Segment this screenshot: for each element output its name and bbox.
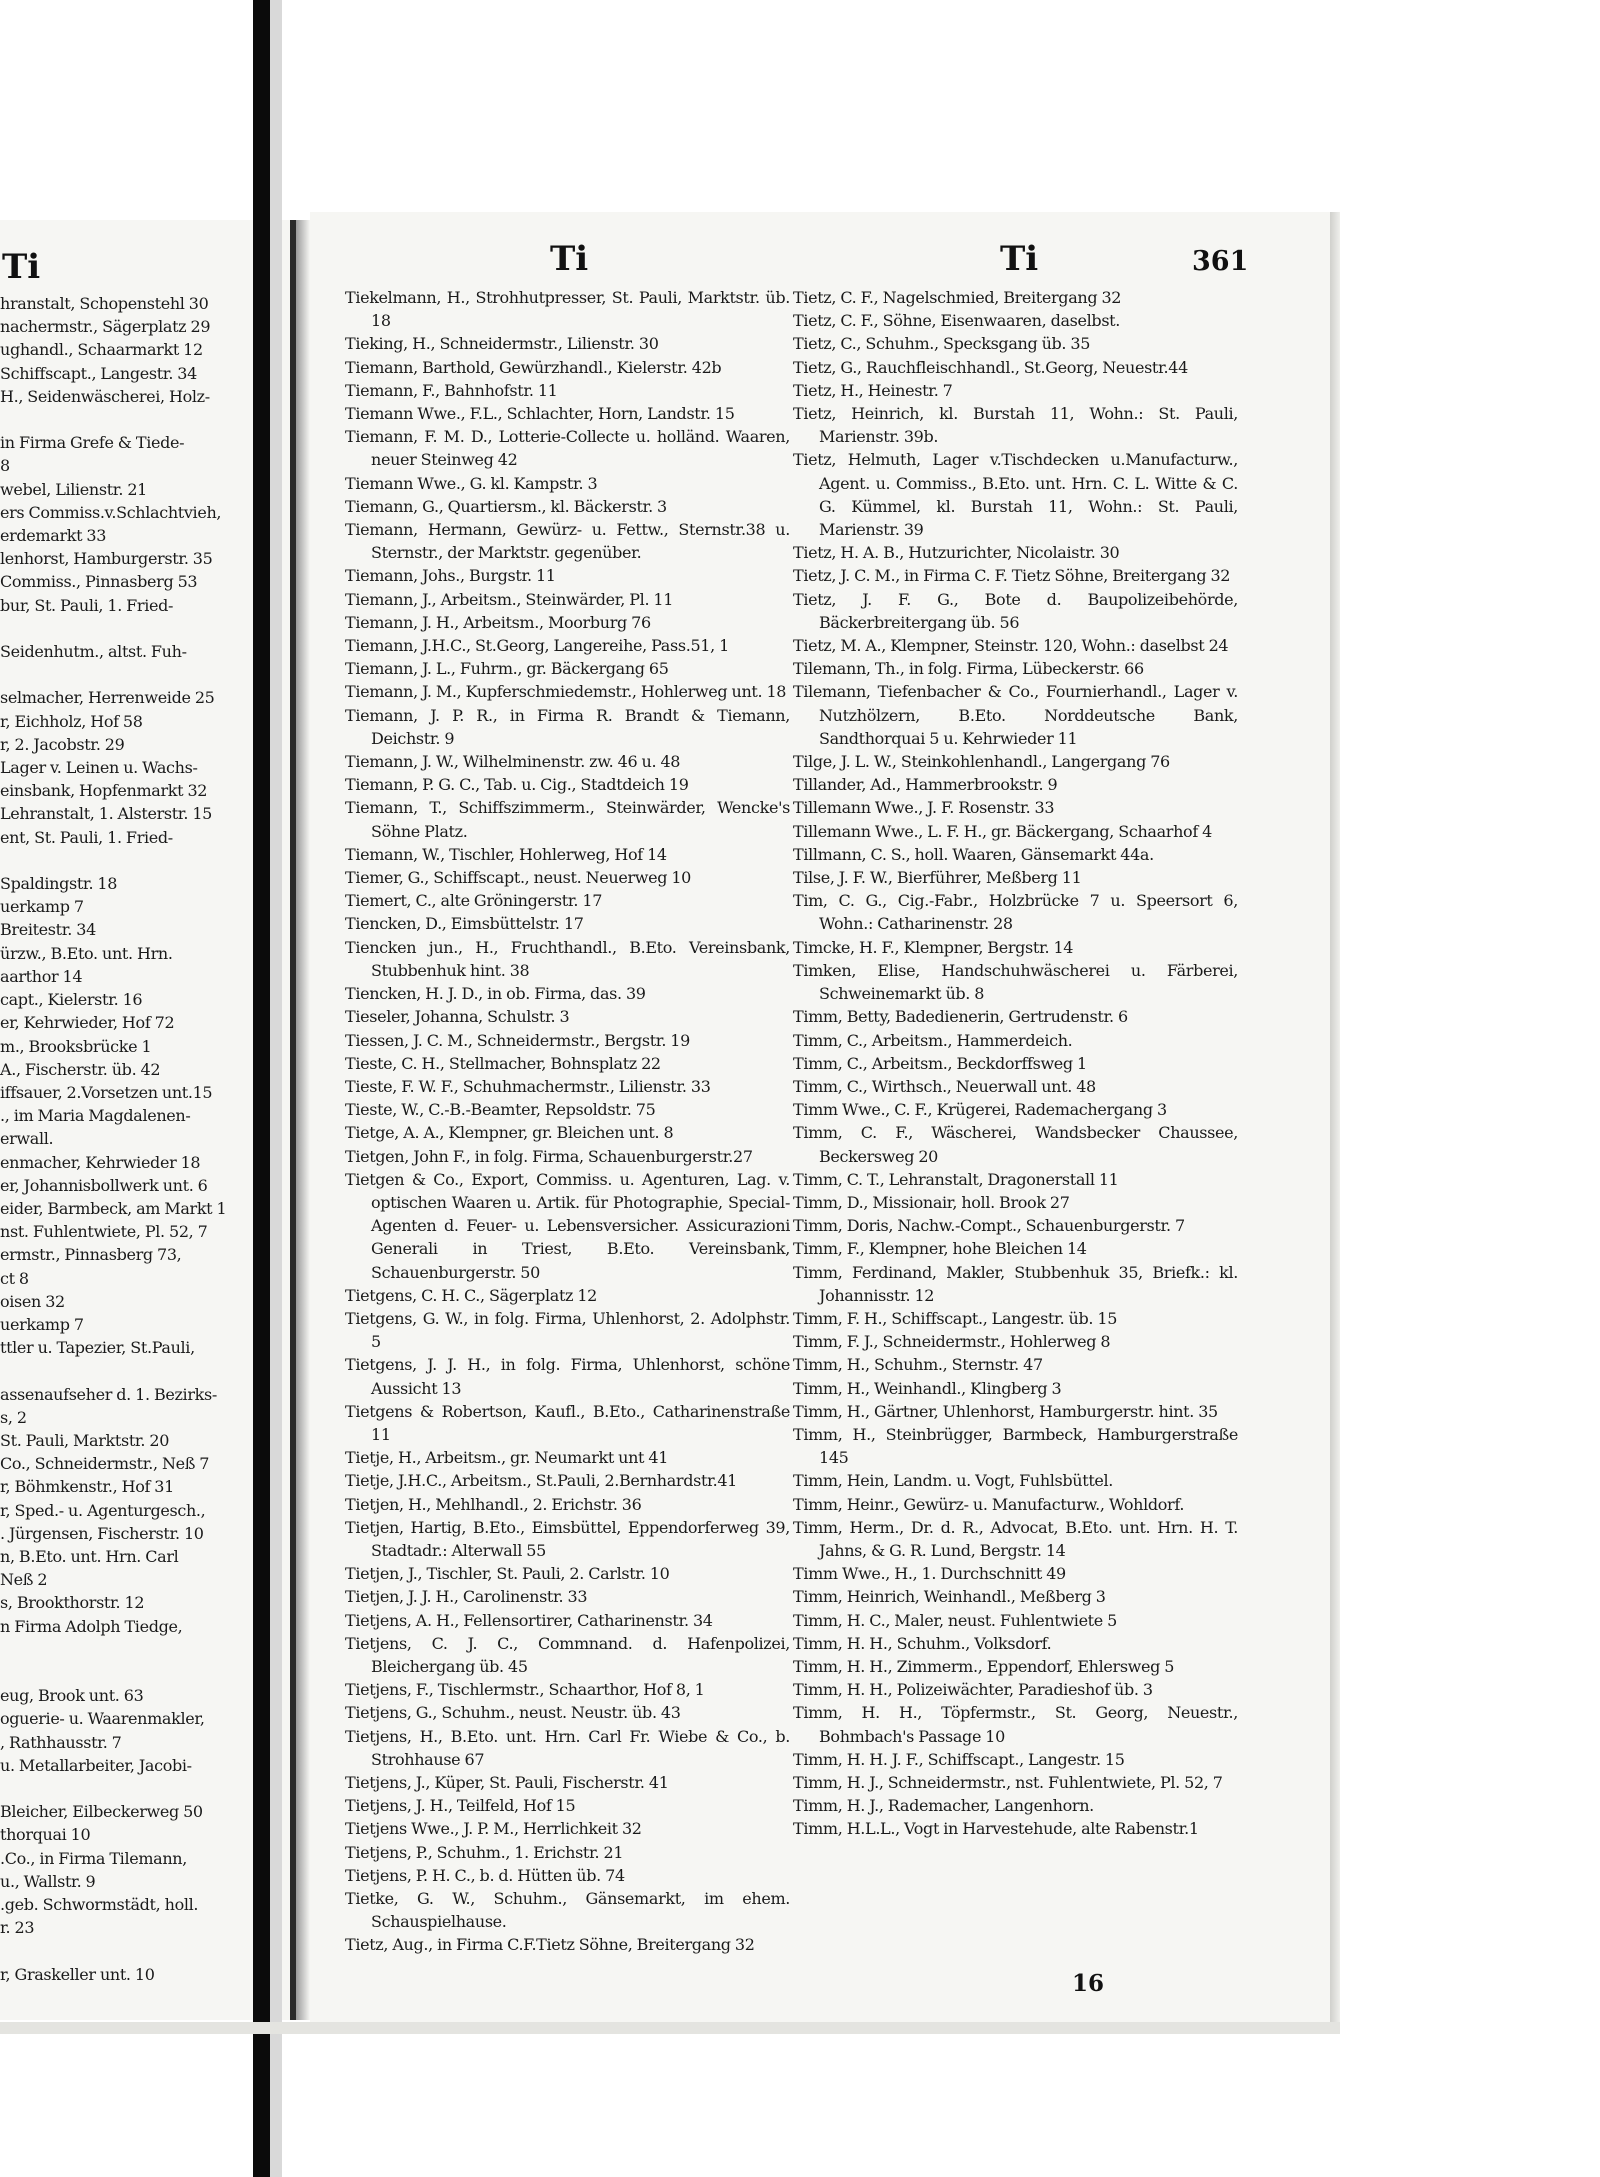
directory-entry: Tiemann, J. H., Arbeitsm., Moorburg 76 <box>345 612 651 632</box>
directory-entry: Tiemann, W., Tischler, Hohlerweg, Hof 14 <box>345 844 667 864</box>
directory-entry: Tim, C. G., Cig.-Fabr., Holzbrücke 7 u. Speersort 6, Wohn.: Catharinenstr. 28 <box>793 891 1238 934</box>
directory-entry: A., Fischerstr. üb. 42 <box>0 1059 161 1079</box>
directory-entry: Tietgens, J. J. H., in folg. Firma, Uhlenhorst, schöne Aussicht 13 <box>345 1355 790 1398</box>
directory-entry: ct 8 <box>0 1268 29 1288</box>
directory-entry: s, 2 <box>0 1407 27 1427</box>
directory-entry: Timm, H., Gärtner, Uhlenhorst, Hamburgerstr. hint. 35 <box>793 1401 1218 1421</box>
right-page-edge <box>1330 212 1340 2022</box>
directory-entry: r, Böhmkenstr., Hof 31 <box>0 1477 174 1497</box>
directory-entry: Spaldingstr. 18 <box>0 874 118 894</box>
directory-entry: oguerie- u. Waarenmakler, <box>0 1709 205 1729</box>
directory-entry: Tillemann Wwe., J. F. Rosenstr. 33 <box>793 798 1055 818</box>
directory-entry: Tietz, Aug., in Firma C.F.Tietz Söhne, Breitergang 32 <box>345 1935 755 1955</box>
directory-entry: Tietz, H. A. B., Hutzurichter, Nicolaistr. 30 <box>793 543 1120 563</box>
directory-entry: Tiemann, T., Schiffszimmerm., Steinwärder, Wencke's Söhne Platz. <box>345 798 790 841</box>
directory-entry: Tietjens, P. H. C., b. d. Hütten üb. 74 <box>345 1865 625 1885</box>
directory-entry: Tiemann, J., Arbeitsm., Steinwärder, Pl. 11 <box>345 589 674 609</box>
directory-entry: Timm, H.L.L., Vogt in Harvestehude, alte Rabenstr.1 <box>793 1819 1199 1839</box>
directory-entry: assenaufseher d. 1. Bezirks- <box>0 1384 217 1404</box>
directory-entry: u. Metallarbeiter, Jacobi- <box>0 1755 192 1775</box>
directory-entry: m., Brooksbrücke 1 <box>0 1036 152 1056</box>
directory-entry: .geb. Schwormstädt, holl. <box>0 1895 199 1915</box>
directory-entry: lenhorst, Hamburgerstr. 35 <box>0 549 213 569</box>
directory-entry <box>0 1939 290 1962</box>
directory-entry: Tieking, H., Schneidermstr., Lilienstr. 30 <box>345 334 659 354</box>
directory-entry: Tiemann, F., Bahnhofstr. 11 <box>345 380 558 400</box>
directory-entry: Tietz, G., Rauchfleischhandl., St.Georg, Neuestr.44 <box>793 357 1188 377</box>
directory-entry <box>0 617 290 640</box>
directory-entry: erwall. <box>0 1129 54 1149</box>
directory-entry: Tillander, Ad., Hammerbrookstr. 9 <box>793 775 1058 795</box>
directory-entry: .Co., in Firma Tilemann, <box>0 1848 187 1868</box>
directory-entry: thorquai 10 <box>0 1825 91 1845</box>
directory-entry: Lehranstalt, 1. Alsterstr. 15 <box>0 804 212 824</box>
directory-entry: Timm, F., Klempner, hohe Bleichen 14 <box>793 1239 1087 1259</box>
directory-entry <box>0 1359 290 1382</box>
directory-entry: Tietz, C., Schuhm., Specksgang üb. 35 <box>793 334 1091 354</box>
directory-entry: Timm, H. H., Schuhm., Volksdorf. <box>793 1633 1052 1653</box>
directory-entry: Tiencken, H. J. D., in ob. Firma, das. 39 <box>345 984 646 1004</box>
directory-entry: r, Sped.- u. Agenturgesch., <box>0 1500 206 1520</box>
directory-entry: . Jürgensen, Fischerstr. 10 <box>0 1523 204 1543</box>
directory-entry: Tiemann Wwe., G. kl. Kampstr. 3 <box>345 473 598 493</box>
directory-entry: capt., Kielerstr. 16 <box>0 990 143 1010</box>
directory-entry: bur, St. Pauli, 1. Fried- <box>0 595 174 615</box>
page-number: 361 <box>1192 246 1249 277</box>
directory-entry: Timm Wwe., H., 1. Durchschnitt 49 <box>793 1564 1066 1584</box>
signature-mark: 16 <box>1072 1970 1105 1997</box>
directory-entry <box>0 849 290 872</box>
directory-entry: Timm, D., Missionair, holl. Brook 27 <box>793 1192 1070 1212</box>
directory-entry: Tietz, C. F., Nagelschmied, Breitergang 32 <box>793 288 1122 307</box>
directory-entry: Tietgens & Robertson, Kaufl., B.Eto., Catharinenstraße 11 <box>345 1401 790 1444</box>
directory-entry: Tieste, F. W. F., Schuhmachermstr., Lilienstr. 33 <box>345 1076 711 1096</box>
directory-entry: Timken, Elise, Handschuhwäscherei u. Färberei, Schweinemarkt üb. 8 <box>793 960 1238 1004</box>
directory-entry: Tietjens, C. J. C., Commnand. d. Hafenpolizei, Bleichergang üb. 45 <box>345 1633 790 1676</box>
left-page-column <box>0 292 290 1986</box>
directory-entry: Timm, H. J., Schneidermstr., nst. Fuhlentwiete, Pl. 52, 7 <box>793 1773 1223 1792</box>
directory-entry: Commiss., Pinnasberg 53 <box>0 572 198 592</box>
directory-entry: Tietje, J.H.C., Arbeitsm., St.Pauli, 2.Bernhardstr.41 <box>345 1471 737 1491</box>
directory-entry: H., Seidenwäscherei, Holz- <box>0 386 210 406</box>
directory-entry: Neß 2 <box>0 1570 48 1590</box>
directory-entry: eug, Brook unt. 63 <box>0 1686 144 1706</box>
directory-entry: r, 2. Jacobstr. 29 <box>0 734 125 754</box>
left-running-head: Ti <box>2 247 41 287</box>
directory-entry: Tietjens, P., Schuhm., 1. Erichstr. 21 <box>345 1842 624 1862</box>
directory-entry: Tiemann, Barthold, Gewürzhandl., Kielerstr. 42b <box>345 357 722 377</box>
directory-entry: uerkamp 7 <box>0 897 84 917</box>
directory-entry: Tietjen, Hartig, B.Eto., Eimsbüttel, Eppendorferweg 39, Stadtadr.: Alterwall 55 <box>345 1517 790 1560</box>
right-column-head: Ti <box>1000 239 1039 279</box>
directory-entry: Co., Schneidermstr., Neß 7 <box>0 1454 210 1474</box>
directory-entry: Tiemann, P. G. C., Tab. u. Cig., Stadtdeich 19 <box>345 775 689 795</box>
directory-entry: Tiemann, J. L., Fuhrm., gr. Bäckergang 65 <box>345 659 669 679</box>
directory-entry: Tietgen & Co., Export, Commiss. u. Agenturen, Lag. v. optischen Waaren u. Artik. für Photographie, Special-Agenten d. Feuer- u. Lebensversicher. Assicurazioni Generali in Triest, B.Eto. Vereinsbank, Schauenburgerstr. 50 <box>345 1169 790 1282</box>
directory-entry: ermstr., Pinnasberg 73, <box>0 1245 182 1265</box>
directory-entry: Timcke, H. F., Klempner, Bergstr. 14 <box>793 937 1074 957</box>
directory-entry: Tiemann, F. M. D., Lotterie-Collecte u. holländ. Waaren, neuer Steinweg 42 <box>345 427 790 470</box>
entries-column-2 <box>793 286 1238 1841</box>
directory-entry: Tilse, J. F. W., Bierführer, Meßberg 11 <box>793 868 1082 888</box>
directory-entry: iffsauer, 2.Vorsetzen unt.15 <box>0 1082 213 1102</box>
directory-entry: Tiemann, Johs., Burgstr. 11 <box>345 566 556 586</box>
directory-entry: Tiemer, G., Schiffscapt., neust. Neuerweg 10 <box>345 868 691 888</box>
directory-entry: Timm, H. H., Zimmerm., Eppendorf, Ehlersweg 5 <box>793 1656 1175 1676</box>
directory-entry: Tietz, Helmuth, Lager v.Tischdecken u.Manufacturw., Agent. u. Commiss., B.Eto. unt. Hrn. C. L. Witte & C. G. Kümmel, kl. Burstah 11, Wohn.: St. Pauli, Marienstr. 39 <box>793 450 1238 540</box>
directory-entry: ttler u. Tapezier, St.Pauli, <box>0 1338 195 1358</box>
directory-entry: Breitestr. 34 <box>0 920 96 940</box>
directory-entry: Timm, Herm., Dr. d. R., Advocat, B.Eto. unt. Hrn. H. T. Jahns, & G. R. Lund, Bergstr. 14 <box>793 1517 1238 1560</box>
directory-entry: Timm, F. J., Schneidermstr., Hohlerweg 8 <box>793 1332 1111 1352</box>
directory-entry: Tietjen, H., Mehlhandl., 2. Erichstr. 36 <box>345 1494 642 1514</box>
directory-entry: Timm, C., Arbeitsm., Hammerdeich. <box>793 1030 1073 1050</box>
directory-entry: Tietjen, J. J. H., Carolinenstr. 33 <box>345 1587 588 1607</box>
directory-entry <box>0 1777 290 1800</box>
directory-entry: Tietjen, J., Tischler, St. Pauli, 2. Carlstr. 10 <box>345 1564 670 1584</box>
entries-column-1 <box>345 286 790 1957</box>
directory-entry: Timm, H. H., Polizeiwächter, Paradieshof üb. 3 <box>793 1680 1153 1700</box>
directory-entry: , Rathhausstr. 7 <box>0 1732 122 1752</box>
directory-entry: Timm, F. H., Schiffscapt., Langestr. üb. 15 <box>793 1308 1118 1328</box>
directory-entry <box>0 1638 290 1661</box>
directory-entry: Seidenhutm., altst. Fuh- <box>0 642 187 662</box>
directory-entry: uerkamp 7 <box>0 1314 84 1334</box>
directory-entry: u., Wallstr. 9 <box>0 1871 96 1891</box>
directory-entry <box>0 663 290 686</box>
directory-entry: Tietz, M. A., Klempner, Steinstr. 120, Wohn.: daselbst 24 <box>793 636 1229 656</box>
left-column-head: Ti <box>550 239 589 279</box>
directory-entry: oisen 32 <box>0 1291 65 1311</box>
directory-entry: Tietjens, J., Küper, St. Pauli, Fischerstr. 41 <box>345 1773 669 1792</box>
directory-entry: Timm, Heinr., Gewürz- u. Manufacturw., Wohldorf. <box>793 1494 1185 1514</box>
directory-entry: Timm Wwe., C. F., Krügerei, Rademachergang 3 <box>793 1100 1167 1120</box>
directory-entry: Tietjens Wwe., J. P. M., Herrlichkeit 32 <box>345 1819 642 1839</box>
directory-entry: 8 <box>0 456 10 476</box>
directory-entry: Tietjens, G., Schuhm., neust. Neustr. üb. 43 <box>345 1703 681 1723</box>
directory-entry: Tietke, G. W., Schuhm., Gänsemarkt, im ehem. Schauspielhause. <box>345 1889 790 1932</box>
directory-entry: Tietz, Heinrich, kl. Burstah 11, Wohn.: St. Pauli, Marienstr. 39b. <box>793 404 1238 447</box>
directory-entry: Tietgens, C. H. C., Sägerplatz 12 <box>345 1285 597 1305</box>
directory-entry: Tietgens, G. W., in folg. Firma, Uhlenhorst, 2. Adolphstr. 5 <box>345 1308 790 1352</box>
directory-entry: Tiekelmann, H., Strohhutpresser, St. Pauli, Marktstr. üb. 18 <box>345 288 790 331</box>
directory-entry: Bleicher, Eilbeckerweg 50 <box>0 1802 203 1822</box>
directory-entry: Tiemann, Hermann, Gewürz- u. Fettw., Sternstr.38 u. Sternstr., der Marktstr. gegenüber. <box>345 520 790 563</box>
directory-entry: ent, St. Pauli, 1. Fried- <box>0 827 173 847</box>
directory-entry: n Firma Adolph Tiedge, <box>0 1616 183 1636</box>
directory-entry: erdemarkt 33 <box>0 526 107 546</box>
directory-entry: aarthor 14 <box>0 966 83 986</box>
directory-entry: Tilemann, Th., in folg. Firma, Lübeckerstr. 66 <box>793 659 1144 679</box>
directory-entry: Timm, H., Steinbrügger, Barmbeck, Hamburgerstraße 145 <box>793 1424 1238 1468</box>
directory-entry: ürzw., B.Eto. unt. Hrn. <box>0 943 173 963</box>
directory-entry: Timm, H. H., Töpfermstr., St. Georg, Neuestr., Bohmbach's Passage 10 <box>793 1703 1238 1746</box>
directory-entry: Tietjens, J. H., Teilfeld, Hof 15 <box>345 1796 576 1816</box>
directory-entry: hranstalt, Schopenstehl 30 <box>0 294 209 313</box>
directory-entry: Tietjens, A. H., Fellensortirer, Catharinenstr. 34 <box>345 1610 713 1630</box>
directory-entry: einsbank, Hopfenmarkt 32 <box>0 781 208 801</box>
directory-entry: Tiemann, G., Quartiersm., kl. Bäckerstr. 3 <box>345 496 667 516</box>
directory-entry: St. Pauli, Marktstr. 20 <box>0 1430 170 1450</box>
directory-entry: Tiemann, J.H.C., St.Georg, Langereihe, Pass.51, 1 <box>345 636 729 656</box>
directory-entry: Tiemann Wwe., F.L., Schlachter, Horn, Landstr. 15 <box>345 404 735 424</box>
directory-entry: Tietz, J. C. M., in Firma C. F. Tietz Söhne, Breitergang 32 <box>793 566 1231 586</box>
directory-entry: Timm, Heinrich, Weinhandl., Meßberg 3 <box>793 1587 1106 1607</box>
directory-entry: Timm, H. J., Rademacher, Langenhorn. <box>793 1796 1094 1816</box>
directory-entry: Timm, Doris, Nachw.-Compt., Schauenburgerstr. 7 <box>793 1216 1185 1236</box>
directory-entry: Tiemann, J. P. R., in Firma R. Brandt & Tiemann, Deichstr. 9 <box>345 705 790 748</box>
directory-entry: Timm, Betty, Badedienerin, Gertrudenstr. 6 <box>793 1007 1128 1027</box>
directory-entry <box>0 408 290 431</box>
directory-entry: Tietjens, H., B.Eto. unt. Hrn. Carl Fr. Wiebe & Co., b. Strohhause 67 <box>345 1726 790 1769</box>
directory-entry <box>0 1661 290 1684</box>
directory-entry: Tiemert, C., alte Gröningerstr. 17 <box>345 891 603 911</box>
directory-entry: Tietje, H., Arbeitsm., gr. Neumarkt unt 41 <box>345 1448 669 1468</box>
directory-entry: Tiessen, J. C. M., Schneidermstr., Bergstr. 19 <box>345 1030 690 1050</box>
directory-entry: Tietge, A. A., Klempner, gr. Bleichen unt. 8 <box>345 1123 674 1143</box>
directory-entry: Tietz, C. F., Söhne, Eisenwaaren, daselbst. <box>793 311 1120 331</box>
directory-entry: ., im Maria Magdalenen- <box>0 1106 191 1126</box>
directory-entry: er, Kehrwieder, Hof 72 <box>0 1013 175 1033</box>
page-bottom-edge <box>0 2022 1340 2034</box>
directory-entry: Timm, H., Schuhm., Sternstr. 47 <box>793 1355 1043 1375</box>
directory-entry: Tieste, C. H., Stellmacher, Bohnsplatz 22 <box>345 1053 661 1073</box>
directory-entry: Tillmann, C. S., holl. Waaren, Gänsemarkt 44a. <box>793 844 1154 864</box>
directory-entry: selmacher, Herrenweide 25 <box>0 688 215 708</box>
directory-entry: Tietgen, John F., in folg. Firma, Schauenburgerstr.27 <box>345 1146 753 1166</box>
directory-entry: r, Graskeller unt. 10 <box>0 1964 155 1984</box>
directory-entry: ughandl., Schaarmarkt 12 <box>0 340 203 360</box>
directory-entry: ers Commiss.v.Schlachtvieh, <box>0 502 222 522</box>
directory-entry: Tiencken jun., H., Fruchthandl., B.Eto. Vereinsbank, Stubbenhuk hint. 38 <box>345 937 790 980</box>
directory-entry: Tiemann, J. M., Kupferschmiedemstr., Hohlerweg unt. 18 <box>345 682 787 702</box>
directory-entry: Timm, Ferdinand, Makler, Stubbenhuk 35, Briefk.: kl. Johannisstr. 12 <box>793 1262 1238 1305</box>
directory-entry: Timm, C., Arbeitsm., Beckdorffsweg 1 <box>793 1053 1087 1073</box>
directory-entry: Tietz, J. F. G., Bote d. Baupolizeibehörde, Bäckerbreitergang üb. 56 <box>793 589 1238 632</box>
directory-entry: Timm, H., Weinhandl., Klingberg 3 <box>793 1378 1062 1398</box>
directory-entry: Tillemann Wwe., L. F. H., gr. Bäckergang, Schaarhof 4 <box>793 821 1212 841</box>
directory-entry: Timm, H. C., Maler, neust. Fuhlentwiete 5 <box>793 1610 1117 1630</box>
directory-entry: Timm, C. T., Lehranstalt, Dragonerstall 11 <box>793 1169 1119 1189</box>
directory-entry: Tietjens, F., Tischlermstr., Schaarthor, Hof 8, 1 <box>345 1680 705 1700</box>
directory-entry: Tieseler, Johanna, Schulstr. 3 <box>345 1007 570 1027</box>
directory-entry: Tiemann, J. W., Wilhelminenstr. zw. 46 u. 48 <box>345 752 681 772</box>
directory-entry: Tilemann, Tiefenbacher & Co., Fournierhandl., Lager v. Nutzhölzern, B.Eto. Norddeutsche Bank, Sandthorquai 5 u. Kehrwieder 11 <box>793 682 1238 748</box>
directory-entry: Tiencken, D., Eimsbüttelstr. 17 <box>345 914 584 934</box>
directory-entry: in Firma Grefe & Tiede- <box>0 433 185 453</box>
directory-entry: Timm, Hein, Landm. u. Vogt, Fuhlsbüttel. <box>793 1471 1114 1491</box>
directory-entry: eider, Barmbeck, am Markt 1 <box>0 1198 227 1218</box>
directory-entry: er, Johannisbollwerk unt. 6 <box>0 1175 208 1195</box>
directory-entry: Lager v. Leinen u. Wachs- <box>0 758 198 778</box>
directory-entry: Tieste, W., C.-B.-Beamter, Repsoldstr. 75 <box>345 1100 656 1120</box>
directory-entry: enmacher, Kehrwieder 18 <box>0 1152 201 1172</box>
directory-entry: webel, Lilienstr. 21 <box>0 479 147 499</box>
directory-entry: r. 23 <box>0 1918 35 1938</box>
directory-entry: Tietz, H., Heinestr. 7 <box>793 380 953 400</box>
directory-entry: Timm, C. F., Wäscherei, Wandsbecker Chaussee, Beckersweg 20 <box>793 1123 1238 1166</box>
gutter-shadow <box>296 220 310 2020</box>
directory-entry: Timm, H. H. J. F., Schiffscapt., Langestr. 15 <box>793 1749 1125 1769</box>
directory-entry: nachermstr., Sägerplatz 29 <box>0 317 211 337</box>
directory-entry: r, Eichholz, Hof 58 <box>0 711 143 731</box>
directory-entry: nst. Fuhlentwiete, Pl. 52, 7 <box>0 1222 208 1242</box>
directory-entry: Tilge, J. L. W., Steinkohlenhandl., Langergang 76 <box>793 752 1170 772</box>
directory-entry: n, B.Eto. unt. Hrn. Carl <box>0 1546 179 1566</box>
directory-entry: Timm, C., Wirthsch., Neuerwall unt. 48 <box>793 1076 1096 1096</box>
directory-entry: s, Brookthorstr. 12 <box>0 1593 145 1613</box>
directory-entry: Schiffscapt., Langestr. 34 <box>0 363 197 383</box>
